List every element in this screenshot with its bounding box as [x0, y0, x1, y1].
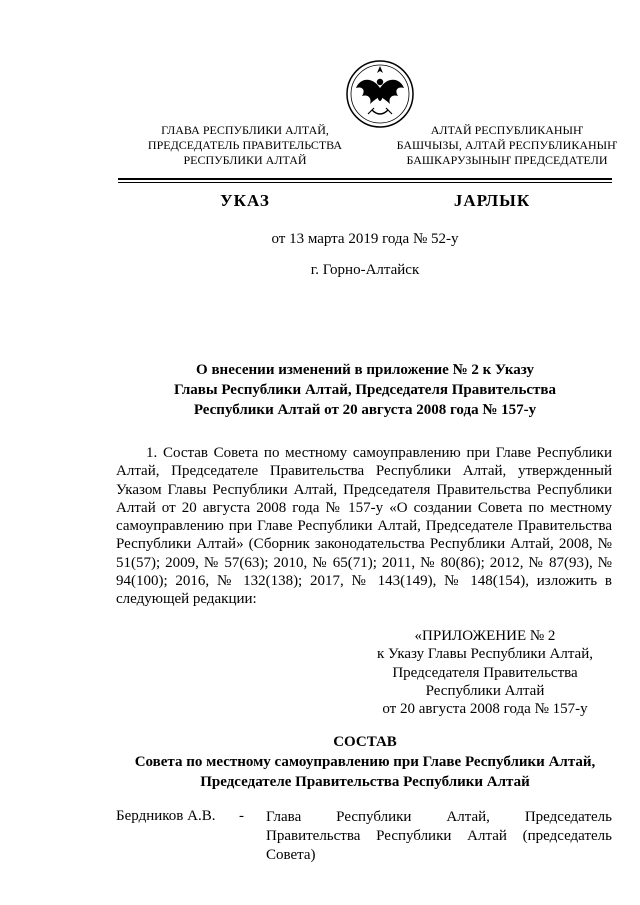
coat-of-arms-icon: [344, 58, 416, 130]
appendix-line-5: от 20 августа 2008 года № 157-у: [382, 701, 588, 718]
header-right-line-1: АЛТАЙ РЕСПУБЛИКАНЫҤ: [430, 123, 584, 137]
header-left-line-1: ГЛАВА РЕСПУБЛИКИ АЛТАЙ,: [161, 123, 329, 137]
issuer-header-altai: [382, 123, 632, 168]
composition-heading: [118, 732, 612, 792]
doc-type-russian: УКАЗ: [220, 191, 270, 210]
appendix-line-1: «ПРИЛОЖЕНИЕ № 2: [414, 628, 556, 644]
document-title: [118, 360, 612, 420]
composition-line-1: Совета по местному самоуправлению при Главе Республики Алтай,: [134, 754, 596, 770]
document-city: г. Горно-Алтайск: [310, 262, 420, 278]
header-left-line-3: РЕСПУБЛИКИ АЛТАЙ: [183, 153, 307, 167]
header-right-line-3: БАШКАРУЗЫНЫҤ ПРЕДСЕДАТЕЛИ: [406, 153, 608, 167]
member-dash: -: [239, 808, 244, 824]
composition-title: СОСТАВ: [333, 734, 397, 750]
body-paragraph: 1. Состав Совета по местному самоуправлению при Главе Республики Алтай, Председателе Правительства Республики Алтай, утвержденный Указом Главы Республики Алтай, Председателя Правительства Республики Алтай от 20 августа 2008 года № 157-у «О создании Совета по местному самоуправлению при Главе Республики Алтай, Председателе Правительства Республики Алтай» (Сборник законодательства Республики Алтай, 2008, № 51(57); 2009, № 57(63); 2010, № 65(71); 2011, № 80(86); 2012, № 87(93), № 94(100); 2016, № 132(138); 2017, № 143(149), № 148(154), изложить в следующей редакции:: [116, 445, 612, 608]
title-line-3: Республики Алтай от 20 августа 2008 года № 157-у: [193, 402, 537, 418]
appendix-line-2: к Указу Главы Республики Алтай,: [376, 646, 593, 663]
header-divider-thick: [118, 178, 612, 180]
header-right-line-2: БАШЧЫЗЫ, АЛТАЙ РЕСПУБЛИКАНЫҤ: [396, 138, 618, 152]
issuer-header-russian: [120, 123, 370, 168]
member-role: Глава Республики Алтай, Председатель Правительства Республики Алтай (председатель Совета): [266, 809, 612, 863]
doc-type-altai: ЈАРЛЫК: [453, 191, 531, 210]
appendix-line-3: Председателя Правительства: [392, 664, 578, 681]
appendix-reference: [360, 627, 610, 718]
appendix-line-4: Республики Алтай: [425, 682, 545, 699]
title-line-2: Главы Республики Алтай, Председателя Правительства: [173, 382, 557, 398]
header-divider-thin: [118, 182, 612, 183]
member-name: Бердников А.В.: [116, 808, 216, 824]
header-left-line-2: ПРЕДСЕДАТЕЛЬ ПРАВИТЕЛЬСТВА: [147, 138, 343, 152]
document-date: от 13 марта 2019 года № 52-у: [271, 231, 459, 247]
title-line-1: О внесении изменений в приложение № 2 к Указу: [196, 362, 534, 378]
composition-line-2: Председателе Правительства Республики Алтай: [200, 774, 530, 790]
